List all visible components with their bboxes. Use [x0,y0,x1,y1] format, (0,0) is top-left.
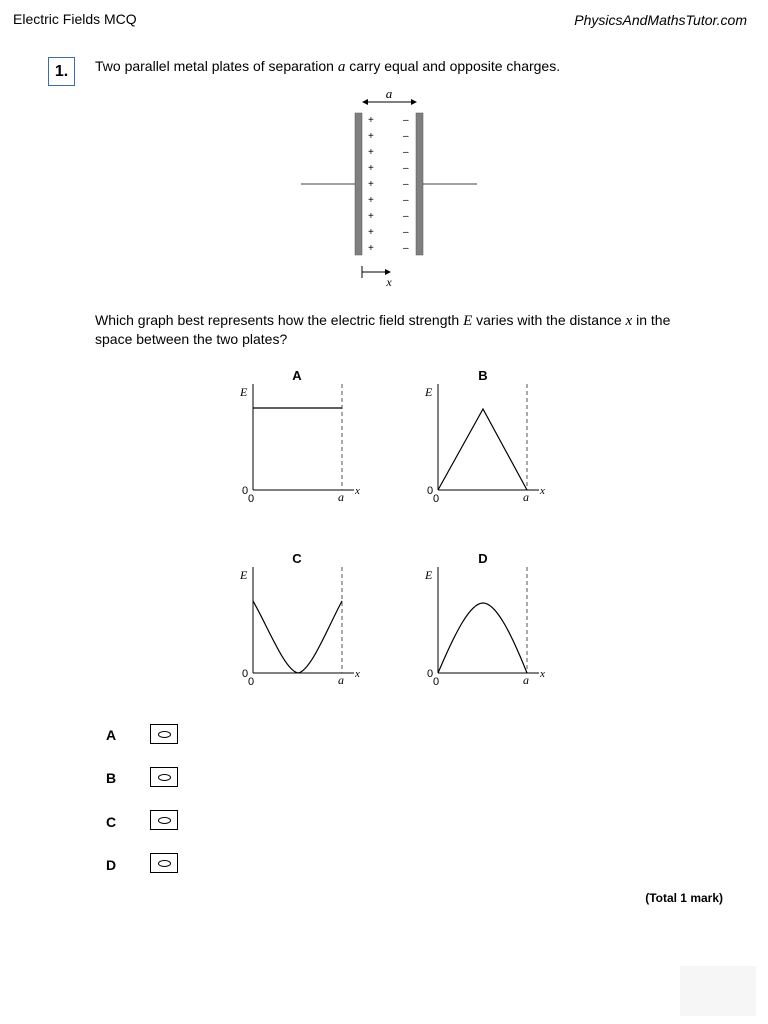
graph-d-x-label: x [540,668,545,680]
plus-sign: + [368,163,374,174]
graph-b-title: B [478,368,488,383]
graph-d-y-label: E [425,568,433,582]
graph-b-a-label: a [523,490,529,504]
option-b-label: B [106,770,117,786]
question-intro-text-2: carry equal and opposite charges. [345,58,561,74]
graph-b-x-label: x [540,485,545,497]
graph-d [415,545,555,695]
graph-c-curve [253,601,342,673]
graph-d-title: D [478,551,488,566]
total-mark: (Total 1 mark) [645,891,723,905]
graph-a-y-label: E [240,385,248,399]
question-prompt-text-1: Which graph best represents how the electric field strength [95,312,464,328]
graph-c-x-label: x [355,668,360,680]
question-intro-text-1: Two parallel metal plates of separation [95,58,338,74]
plus-sign: + [368,147,374,158]
graph-a-x-label: x [355,485,360,497]
question-prompt-var-e: E [463,313,473,329]
minus-sign: – [403,115,409,126]
distance-label: x [386,275,392,289]
minus-sign: – [403,211,409,222]
parallel-plates-diagram [290,85,490,295]
option-c-label: C [106,814,117,830]
graph-a-a-label: a [338,490,344,504]
header-site: PhysicsAndMathsTutor.com [574,12,747,28]
question-number: 1. [48,57,75,86]
plus-sign: + [368,243,374,254]
graph-b [415,362,555,512]
option-d-label: D [106,857,117,873]
negative-plate [416,113,423,255]
graph-d-curve [438,603,527,673]
graph-b-origin-x: 0 [433,493,440,505]
graph-b-curve [438,409,527,490]
minus-sign: – [403,179,409,190]
oval-icon [158,817,171,824]
graph-a [230,362,370,512]
minus-sign: – [403,131,409,142]
minus-sign: – [403,147,409,158]
corner-shading [680,966,756,1016]
question-prompt-var-x: x [625,313,633,329]
graph-a-origin-x: 0 [248,493,255,505]
graph-d-a-label: a [523,673,529,687]
question-prompt [95,311,695,348]
graph-d-origin-x: 0 [433,676,440,688]
option-a-checkbox[interactable] [150,724,178,744]
question-intro [95,58,560,76]
minus-sign: – [403,195,409,206]
graph-a-title: A [292,368,302,383]
positive-plate [355,113,362,255]
graph-d-origin-y: 0 [427,668,434,680]
graph-b-y-label: E [425,385,433,399]
graph-a-origin-y: 0 [242,485,249,497]
graph-c-a-label: a [338,673,344,687]
minus-sign: – [403,243,409,254]
graph-c-origin-x: 0 [248,676,255,688]
question-prompt-text-3: in the space between the two plates? [95,312,671,347]
graph-c-title: C [292,551,302,566]
plus-sign: + [368,227,374,238]
graph-b-origin-y: 0 [427,485,434,497]
oval-icon [158,860,171,867]
plus-sign: + [368,195,374,206]
plus-sign: + [368,131,374,142]
header-title: Electric Fields MCQ [13,11,137,27]
minus-sign: – [403,163,409,174]
option-d-checkbox[interactable] [150,853,178,873]
option-a-label: A [106,727,117,743]
plus-sign: + [368,179,374,190]
question-prompt-text-2: varies with the distance [472,312,626,328]
question-intro-var: a [337,59,346,75]
graph-c-origin-y: 0 [242,668,249,680]
minus-sign: – [403,227,409,238]
option-b-checkbox[interactable] [150,767,178,787]
oval-icon [158,731,171,738]
separation-label: a [385,86,393,101]
oval-icon [158,774,171,781]
graph-c-y-label: E [240,568,248,582]
graph-c [230,545,370,695]
plus-sign: + [368,211,374,222]
plus-sign: + [368,115,374,126]
option-c-checkbox[interactable] [150,810,178,830]
